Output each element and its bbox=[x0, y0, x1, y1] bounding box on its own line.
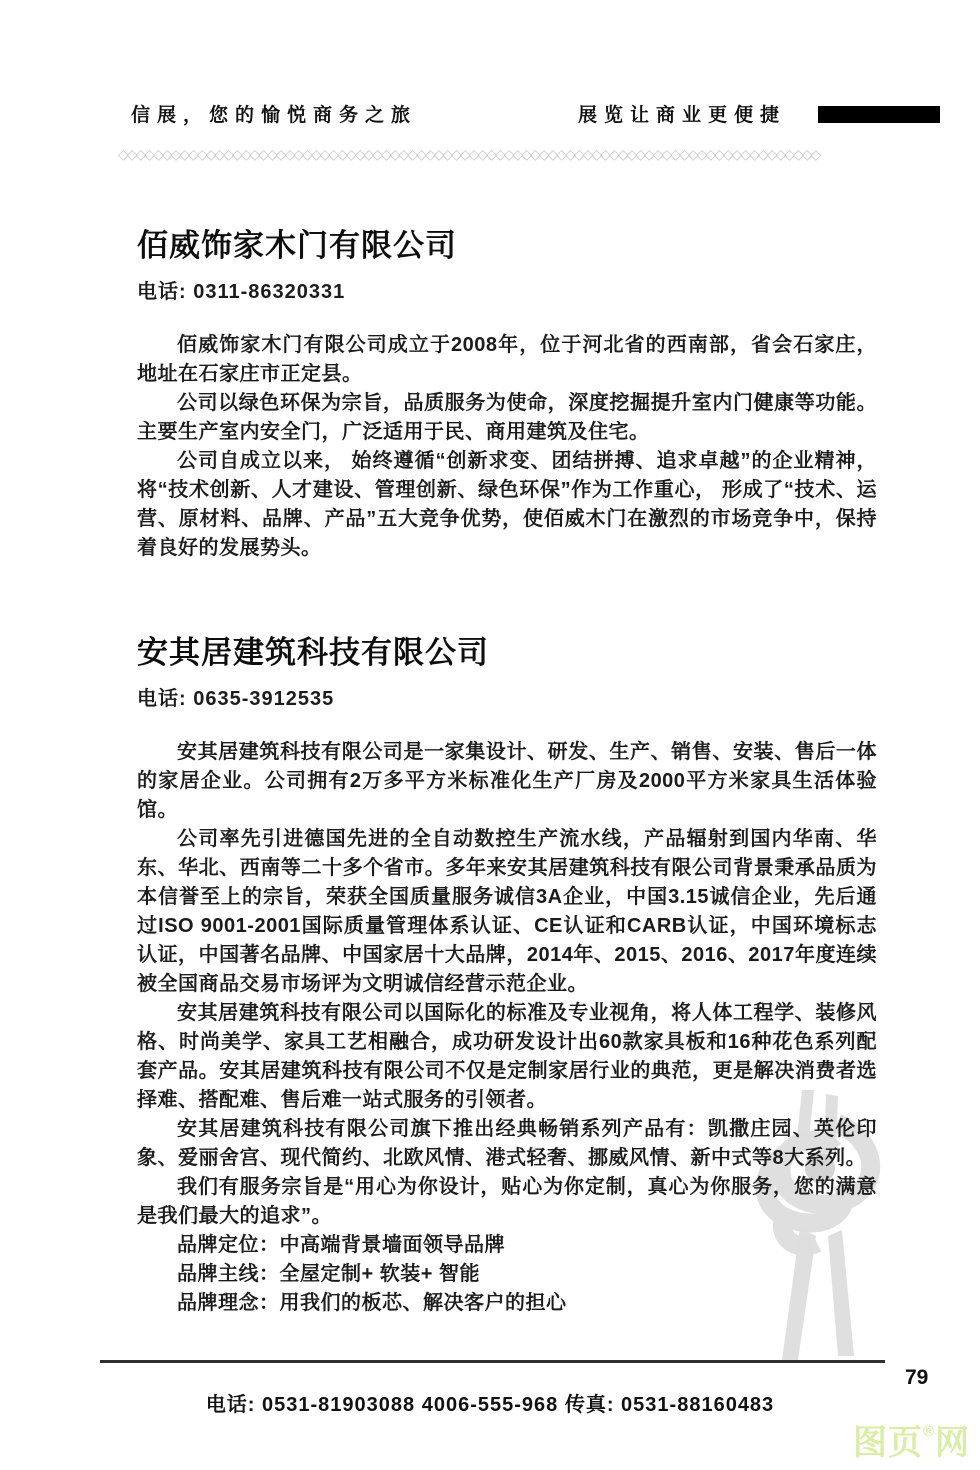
paragraph: 公司自成立以来， 始终遵循“创新求变、团结拼搏、追求卓越”的企业精神，将“技术创新、人才建设、管理创新、绿色环保”作为工作重心， 形成了“技术、运营、原材料、品牌、产品”五大竞争优势，使佰威木门在激烈的市场竞争中，保持着良好的发展势头。 bbox=[137, 450, 877, 559]
footer-rule bbox=[100, 1360, 885, 1363]
watermark-text-2: 网 bbox=[935, 1424, 971, 1462]
brand-concept: 品牌理念：用我们的板芯、解决客户的担心 bbox=[177, 1292, 567, 1314]
tuye-watermark bbox=[853, 1414, 970, 1461]
paragraph: 公司以绿色环保为宗旨，品质服务为使命，深度挖掘提升室内门健康等功能。主要生产室内安全门，广泛适用于民、商用建筑及住宅。 bbox=[137, 392, 877, 443]
footer-contact: 电话: 0531-81903088 4006-555-968 传真: 0531-88160483 bbox=[205, 1394, 775, 1416]
brand-positioning: 品牌定位：中高端背景墙面领导品牌 bbox=[177, 1234, 505, 1256]
company-section-anqiju bbox=[137, 635, 877, 1318]
paragraph: 安其居建筑科技有限公司以国际化的标准及专业视角，将人体工程学、装修风格、时尚美学、家具工艺相融合，成功研发设计出60款家具板和16种花色系列配套产品。安其居建筑科技有限公司不仅是定制家居行业的典范，更是解决消费者选择难、搭配难、售后难一站式服务的引领者。 bbox=[137, 1002, 877, 1111]
paragraph: 公司率先引进德国先进的全自动数控生产流水线，产品辐射到国内华南、华东、华北、西南等二十多个省市。多年来安其居建筑科技有限公司背景秉承品质为本信誉至上的宗旨，荣获全国质量服务诚信3A企业，中国3.15诚信企业，先后通过ISO 9001-2001国际质量管理体系认证、CE认证和CARB认证，中国环境标志认证，中国著名品牌、中国家居十大品牌，2014年、2015、2016、2017年度连续被全国商品交易市场评为文明诚信经营示范企业。 bbox=[137, 828, 877, 995]
paragraph: 安其居建筑科技有限公司旗下推出经典畅销系列产品有：凯撒庄园、英伦印象、爱丽舍宫、现代简约、北欧风情、港式轻奢、挪威风情、新中式等8大系列。 bbox=[137, 1118, 877, 1169]
brand-mainline: 品牌主线：全屋定制+ 软装+ 智能 bbox=[177, 1263, 480, 1285]
diamond-divider: ◇◇◇◇◇◇◇◇◇◇◇◇◇◇◇◇◇◇◇◇◇◇◇◇◇◇◇◇◇◇◇◇◇◇◇◇◇◇◇◇◇◇◇◇◇◇◇◇◇◇◇◇◇◇◇◇◇◇◇◇◇◇◇◇◇◇◇◇◇◇◇◇◇◇◇◇◇◇◇◇ bbox=[118, 146, 820, 162]
company-phone: 电话: 0311-86320331 bbox=[137, 281, 346, 303]
page-number: 79 bbox=[905, 1366, 929, 1389]
brand-info bbox=[137, 1231, 877, 1318]
header-right-slogan: 展览让商业更便捷 bbox=[578, 105, 787, 126]
company-phone: 电话: 0635-3912535 bbox=[137, 688, 335, 710]
registered-mark-icon: ® bbox=[923, 1423, 936, 1440]
paragraph: 我们有服务宗旨是“用心为你设计，贴心为你定制，真心为你服务，您的满意是我们最大的追求”。 bbox=[137, 1176, 877, 1227]
paragraph: 安其居建筑科技有限公司是一家集设计、研发、生产、销售、安装、售后一体的家居企业。公司拥有2万多平方米标准化生产厂房及2000平方米家具生活体验馆。 bbox=[137, 741, 877, 821]
company-description bbox=[137, 331, 877, 563]
header-black-bar bbox=[818, 106, 940, 123]
company-description bbox=[137, 738, 877, 1231]
company-name: 佰威饰家木门有限公司 bbox=[137, 228, 457, 263]
company-section-baiwei bbox=[137, 228, 877, 563]
header-left-slogan: 信展，您的愉悦商务之旅 bbox=[131, 105, 418, 126]
paragraph: 佰威饰家木门有限公司成立于2008年，位于河北省的西南部，省会石家庄，地址在石家庄市正定县。 bbox=[137, 334, 877, 385]
watermark-text-1: 图页 bbox=[853, 1424, 923, 1462]
company-name: 安其居建筑科技有限公司 bbox=[137, 635, 489, 670]
